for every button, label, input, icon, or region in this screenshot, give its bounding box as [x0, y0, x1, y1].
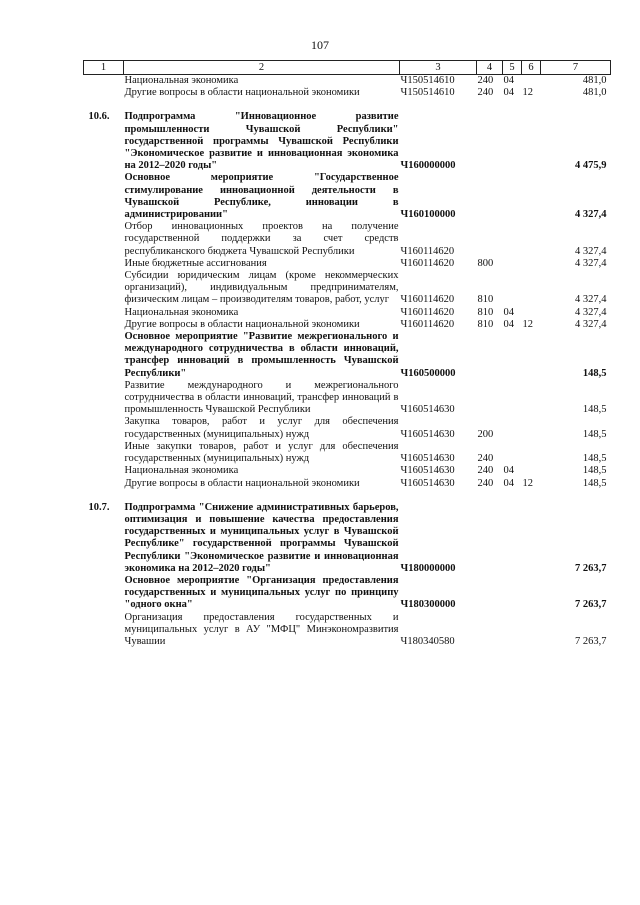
row-number [84, 416, 124, 440]
row-amount: 148,5 [582, 465, 607, 477]
header-col-1: 1 [84, 61, 124, 75]
spacer-cell [84, 99, 611, 111]
row-col-5 [503, 172, 522, 221]
row-code: Ч160114620 [400, 245, 455, 257]
row-col-5 [503, 441, 522, 465]
table-row [84, 416, 611, 440]
row-amount: 7 263,7 [575, 635, 607, 647]
row-col-6: 12 [522, 477, 533, 489]
row-name: Национальная экономика [124, 465, 239, 477]
row-number: 10.7. [88, 501, 110, 513]
row-amount: 4 327,4 [575, 318, 607, 330]
row-name: Развитие международного и межрегионального сотрудничества в области инноваций, трансфер инноваций в промышленность Чувашской Республики [124, 379, 399, 416]
row-number [84, 319, 124, 331]
table-header-row [84, 61, 611, 75]
row-col-5 [503, 380, 522, 417]
row-name: Организация предоставления государственных и муниципальных услуг в АУ "МФЦ" Минэкономразвития Чувашии [124, 611, 399, 647]
row-number [84, 441, 124, 465]
row-number [84, 575, 124, 612]
spacer-cell [84, 490, 611, 502]
row-name: Другие вопросы в области национальной экономики [124, 477, 360, 489]
table-row [84, 221, 611, 258]
row-name: Основное мероприятие "Государственное стимулирование инновационной деятельности в Чувашской Республике, инновации в администрировании" [124, 172, 399, 221]
row-code: Ч180300000 [400, 599, 456, 611]
row-number: 10.6. [88, 111, 110, 123]
table-row [84, 258, 611, 270]
table-row [84, 575, 611, 612]
row-number [84, 307, 124, 319]
row-amount: 4 475,9 [575, 160, 607, 172]
row-col-6 [522, 465, 541, 477]
row-amount: 7 263,7 [575, 599, 607, 611]
row-amount: 4 327,4 [575, 209, 607, 221]
row-col-6 [522, 575, 541, 612]
row-amount: 148,5 [582, 477, 607, 489]
row-name: Закупка товаров, работ и услуг для обеспечения государственных (муниципальных) нужд [124, 416, 399, 440]
row-col-4: 240 [477, 453, 494, 465]
row-code: Ч160514630 [400, 465, 455, 477]
row-col-6 [522, 441, 541, 465]
row-col-5 [503, 331, 522, 380]
row-name: Отбор инновационных проектов на получение государственной поддержки за счет средств республиканского бюджета Чувашской Республики [124, 221, 399, 257]
row-col-5 [503, 111, 522, 172]
row-col-6: 12 [522, 318, 533, 330]
row-col-5: 04 [503, 87, 514, 99]
row-col-4 [477, 221, 503, 258]
row-amount: 481,0 [582, 75, 607, 86]
row-col-6 [522, 172, 541, 221]
row-amount: 4 327,4 [575, 294, 607, 306]
row-code: Ч160114620 [400, 294, 455, 306]
row-col-5 [503, 612, 522, 649]
row-name: Другие вопросы в области национальной экономики [124, 87, 360, 99]
row-number [84, 465, 124, 477]
row-amount: 148,5 [582, 428, 607, 440]
budget-table [83, 60, 611, 648]
row-col-4 [477, 612, 503, 649]
row-col-4: 200 [477, 428, 494, 440]
row-col-6 [522, 612, 541, 649]
header-col-2: 2 [124, 61, 400, 75]
row-col-4: 810 [477, 318, 494, 330]
row-number [84, 87, 124, 99]
table-row [84, 111, 611, 172]
header-col-5: 5 [503, 61, 522, 75]
row-col-5: 04 [503, 465, 514, 477]
table-row [84, 172, 611, 221]
row-amount: 148,5 [582, 404, 607, 416]
row-col-4 [477, 575, 503, 612]
row-name: Иные закупки товаров, работ и услуг для обеспечения государственных (муниципальных) нужд [124, 440, 399, 465]
row-col-6 [522, 380, 541, 417]
table-row [84, 478, 611, 490]
table-row [84, 331, 611, 380]
row-col-4: 810 [477, 306, 494, 318]
row-col-4: 240 [477, 87, 494, 99]
row-col-5 [503, 258, 522, 270]
row-col-4: 800 [477, 257, 494, 269]
table-row [84, 465, 611, 477]
table-row [84, 502, 611, 575]
row-code: Ч160114620 [400, 306, 455, 318]
row-name: Подпрограмма "Снижение административных барьеров, оптимизация и повышение качества предоставления государственных и муниципальных услуг в Чувашской Республике" государственной программы Чувашской Республики "Экономическое развитие и инновационная экономика на 2012–2020 годы" [124, 501, 399, 574]
row-number [84, 270, 124, 307]
row-col-4 [477, 111, 503, 172]
row-code: Ч180340580 [400, 635, 455, 647]
row-name: Иные бюджетные ассигнования [124, 257, 267, 269]
row-name: Основное мероприятие "Развитие межрегионального и международного сотрудничества в области инноваций, трансфер инноваций в промышленность Чувашской Республики" [124, 331, 399, 379]
row-col-4: 240 [477, 465, 494, 477]
row-code: Ч160514630 [400, 404, 455, 416]
row-col-4 [477, 172, 503, 221]
row-col-4: 240 [477, 75, 494, 86]
row-amount: 4 327,4 [575, 257, 607, 269]
row-col-4 [477, 502, 503, 575]
row-col-5 [503, 416, 522, 440]
table-row [84, 307, 611, 319]
row-col-6 [522, 307, 541, 319]
header-col-6: 6 [522, 61, 541, 75]
row-number [84, 75, 124, 88]
row-amount: 481,0 [582, 87, 607, 99]
row-number [84, 331, 124, 380]
row-col-6 [522, 258, 541, 270]
row-code: Ч160514630 [400, 477, 455, 489]
row-col-5 [503, 502, 522, 575]
table-row [84, 441, 611, 465]
row-col-4 [477, 331, 503, 380]
row-number [84, 258, 124, 270]
row-code: Ч160114620 [400, 318, 455, 330]
row-col-5: 04 [503, 75, 514, 86]
row-name: Подпрограмма "Инновационное развитие промышленности Чувашской Республики" государственной программы Чувашской Республики "Экономическое развитие и инновационная экономика на 2012–2020 годы" [124, 111, 399, 172]
table-body [84, 75, 611, 649]
row-number [84, 380, 124, 417]
row-col-6 [522, 221, 541, 258]
row-col-4 [477, 380, 503, 417]
row-code: Ч160100000 [400, 209, 456, 221]
row-col-6 [522, 111, 541, 172]
row-col-5: 04 [503, 306, 514, 318]
row-name: Другие вопросы в области национальной экономики [124, 318, 360, 330]
table-row [84, 75, 611, 88]
header-col-4: 4 [477, 61, 503, 75]
row-amount: 4 327,4 [575, 245, 607, 257]
row-number [84, 221, 124, 258]
row-col-5 [503, 575, 522, 612]
row-name: Основное мероприятие "Организация предоставления государственных и муниципальных услуг по принципу "одного окна" [124, 574, 399, 611]
row-col-6 [522, 502, 541, 575]
row-col-6 [522, 75, 541, 88]
table-row [84, 87, 611, 99]
row-col-6: 12 [522, 87, 533, 99]
row-name: Национальная экономика [124, 306, 239, 318]
row-col-5: 04 [503, 318, 514, 330]
row-number [84, 478, 124, 490]
header-col-3: 3 [400, 61, 477, 75]
table-row [84, 612, 611, 649]
row-code: Ч160514630 [400, 453, 455, 465]
row-col-5: 04 [503, 477, 514, 489]
table-row [84, 270, 611, 307]
row-col-4: 810 [477, 294, 494, 306]
row-code: Ч160500000 [400, 367, 456, 379]
row-amount: 7 263,7 [575, 562, 607, 574]
row-col-5 [503, 221, 522, 258]
row-number [84, 612, 124, 649]
table-row [84, 319, 611, 331]
row-amount: 4 327,4 [575, 306, 607, 318]
row-col-6 [522, 331, 541, 380]
row-code: Ч160000000 [400, 160, 456, 172]
row-col-6 [522, 416, 541, 440]
row-col-5 [503, 270, 522, 307]
row-number [84, 172, 124, 221]
row-code: Ч150514610 [400, 87, 455, 99]
row-col-4: 240 [477, 477, 494, 489]
header-col-7: 7 [541, 61, 611, 75]
spacer-row [84, 99, 611, 111]
row-code: Ч160514630 [400, 428, 455, 440]
row-name: Субсидии юридическим лицам (кроме некоммерческих организаций), индивидуальным предпринимателям, физическим лицам – производителям товаров, работ, услуг [124, 270, 399, 306]
row-code: Ч180000000 [400, 562, 456, 574]
spacer-row [84, 490, 611, 502]
row-amount: 148,5 [582, 367, 607, 379]
row-name: Национальная экономика [124, 75, 239, 86]
row-amount: 148,5 [582, 453, 607, 465]
row-col-6 [522, 270, 541, 307]
table-row [84, 380, 611, 417]
row-code: Ч150514610 [400, 75, 455, 86]
page-number: 107 [311, 38, 329, 52]
row-code: Ч160114620 [400, 257, 455, 269]
